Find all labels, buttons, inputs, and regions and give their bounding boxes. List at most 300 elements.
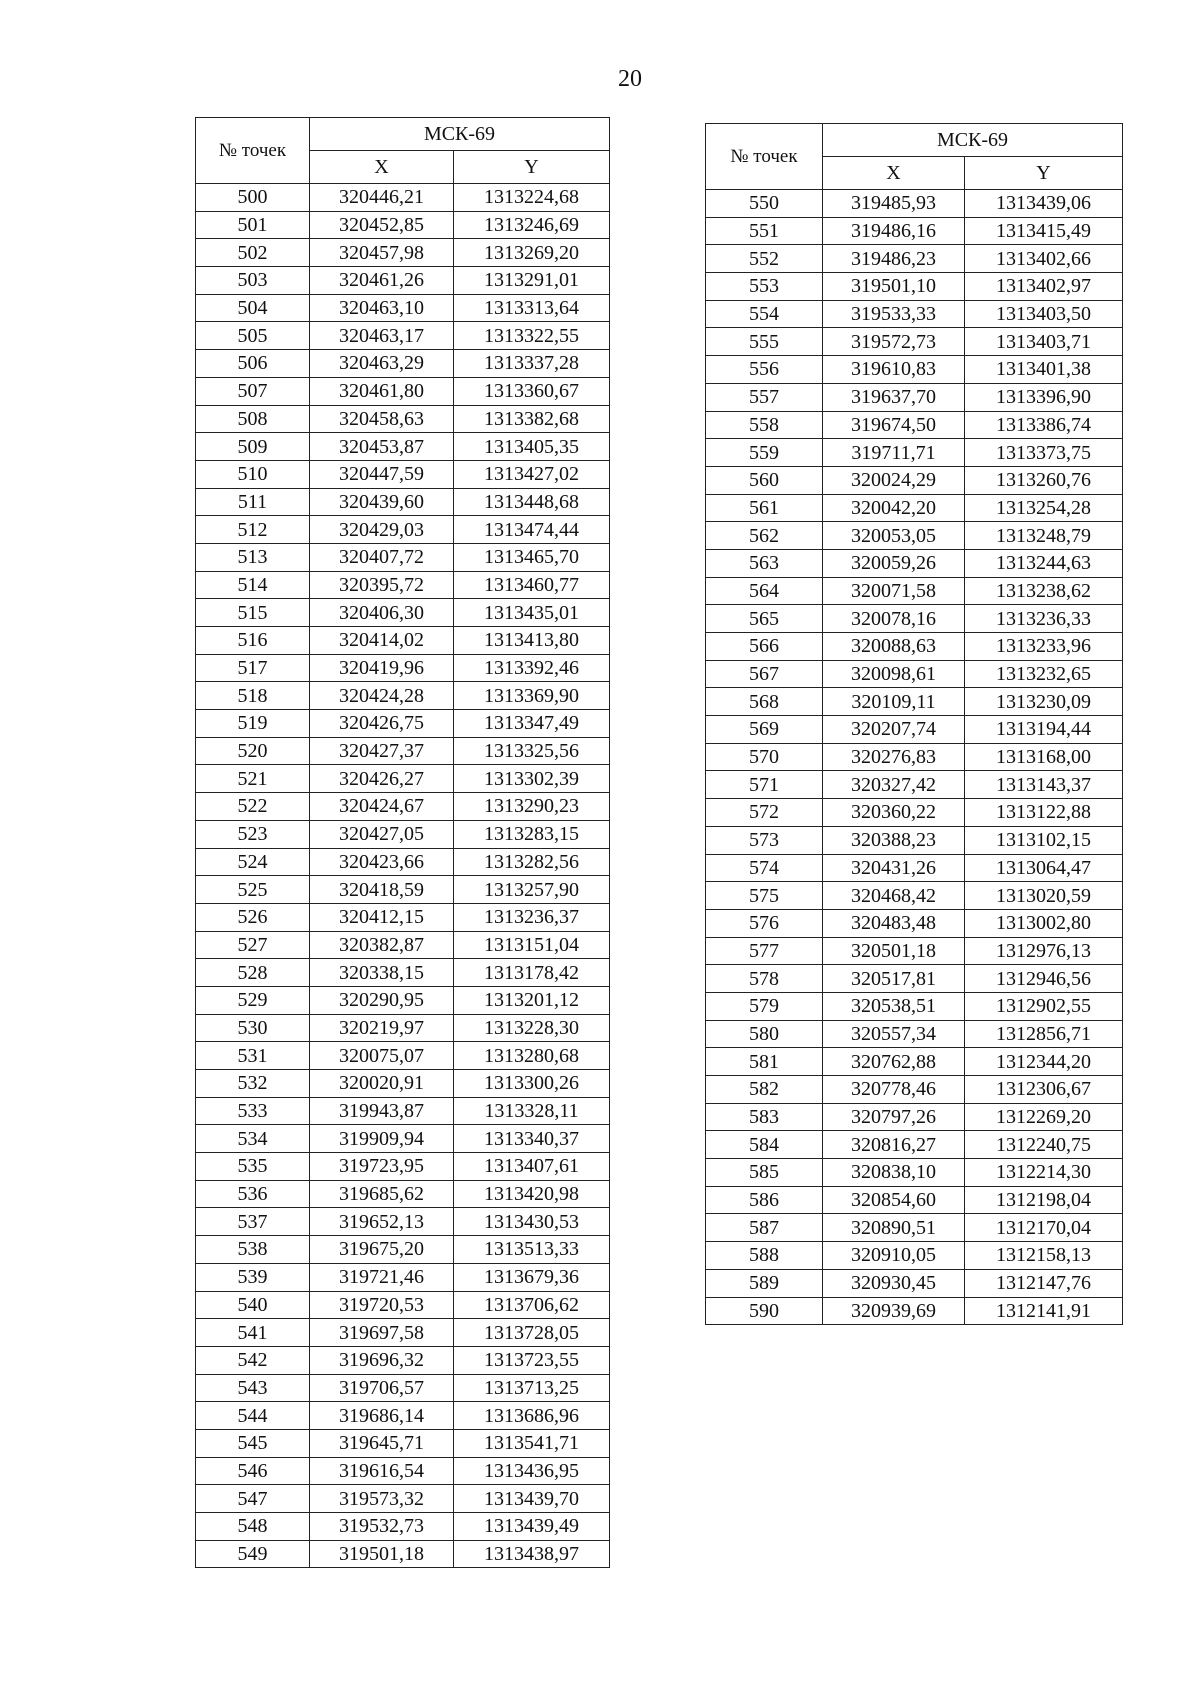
y-coordinate-cell: 1313201,12 xyxy=(454,986,610,1014)
point-number-cell: 534 xyxy=(196,1125,310,1153)
table-row xyxy=(196,294,610,322)
y-coordinate-cell: 1313313,64 xyxy=(454,294,610,322)
point-number-cell: 515 xyxy=(196,599,310,627)
x-coordinate-cell: 320762,88 xyxy=(823,1048,965,1076)
point-number-cell: 566 xyxy=(706,633,823,661)
point-number-cell: 513 xyxy=(196,543,310,571)
x-coordinate-cell: 320327,42 xyxy=(823,771,965,799)
table-row xyxy=(196,239,610,267)
point-number-cell: 589 xyxy=(706,1269,823,1297)
table-row xyxy=(706,549,1123,577)
table-row xyxy=(196,959,610,987)
point-number-cell: 549 xyxy=(196,1540,310,1568)
x-coordinate-cell: 319485,93 xyxy=(823,190,965,218)
y-coordinate-cell: 1313386,74 xyxy=(965,411,1123,439)
table-row xyxy=(706,1242,1123,1270)
x-coordinate-cell: 320453,87 xyxy=(310,433,454,461)
table-row xyxy=(706,328,1123,356)
table-row xyxy=(196,1457,610,1485)
x-coordinate-cell: 320426,75 xyxy=(310,710,454,738)
point-number-cell: 571 xyxy=(706,771,823,799)
table-row xyxy=(706,273,1123,301)
table-row xyxy=(196,1402,610,1430)
x-coordinate-cell: 319532,73 xyxy=(310,1513,454,1541)
x-coordinate-cell: 320290,95 xyxy=(310,986,454,1014)
point-number-cell: 504 xyxy=(196,294,310,322)
x-coordinate-cell: 319645,71 xyxy=(310,1429,454,1457)
x-coordinate-cell: 319686,14 xyxy=(310,1402,454,1430)
x-coordinate-cell: 319486,16 xyxy=(823,217,965,245)
x-coordinate-cell: 320088,63 xyxy=(823,633,965,661)
table-row xyxy=(706,688,1123,716)
x-coordinate-cell: 320207,74 xyxy=(823,716,965,744)
y-coordinate-cell: 1313435,01 xyxy=(454,599,610,627)
y-coordinate-cell: 1313233,96 xyxy=(965,633,1123,661)
x-coordinate-cell: 319697,58 xyxy=(310,1319,454,1347)
table-row xyxy=(196,1208,610,1236)
point-number-cell: 502 xyxy=(196,239,310,267)
table-row xyxy=(706,937,1123,965)
point-number-header: № точек xyxy=(196,118,310,184)
x-coordinate-cell: 319721,46 xyxy=(310,1263,454,1291)
x-coordinate-cell: 319723,95 xyxy=(310,1153,454,1181)
table-row xyxy=(706,245,1123,273)
y-coordinate-cell: 1312856,71 xyxy=(965,1020,1123,1048)
point-number-cell: 509 xyxy=(196,433,310,461)
point-number-cell: 520 xyxy=(196,737,310,765)
table-row xyxy=(196,1042,610,1070)
y-coordinate-cell: 1313228,30 xyxy=(454,1014,610,1042)
y-coordinate-cell: 1313102,15 xyxy=(965,826,1123,854)
table-row xyxy=(196,460,610,488)
point-number-cell: 522 xyxy=(196,793,310,821)
point-number-cell: 517 xyxy=(196,654,310,682)
y-coordinate-cell: 1313373,75 xyxy=(965,439,1123,467)
table-row xyxy=(196,211,610,239)
x-coordinate-cell: 320427,37 xyxy=(310,737,454,765)
y-coordinate-cell: 1313340,37 xyxy=(454,1125,610,1153)
table-row xyxy=(706,577,1123,605)
x-coordinate-cell: 319573,32 xyxy=(310,1485,454,1513)
point-number-cell: 506 xyxy=(196,350,310,378)
y-coordinate-cell: 1313415,49 xyxy=(965,217,1123,245)
table-row xyxy=(196,986,610,1014)
y-coordinate-cell: 1313122,88 xyxy=(965,799,1123,827)
point-number-cell: 588 xyxy=(706,1242,823,1270)
x-coordinate-cell: 320053,05 xyxy=(823,522,965,550)
y-coordinate-cell: 1313402,66 xyxy=(965,245,1123,273)
y-coordinate-cell: 1313248,79 xyxy=(965,522,1123,550)
point-number-cell: 512 xyxy=(196,516,310,544)
point-number-cell: 570 xyxy=(706,743,823,771)
y-coordinate-cell: 1313728,05 xyxy=(454,1319,610,1347)
table-row xyxy=(706,494,1123,522)
point-number-cell: 556 xyxy=(706,356,823,384)
x-coordinate-cell: 320219,97 xyxy=(310,1014,454,1042)
point-number-cell: 548 xyxy=(196,1513,310,1541)
x-coordinate-cell: 320538,51 xyxy=(823,992,965,1020)
x-coordinate-cell: 320429,03 xyxy=(310,516,454,544)
table-row xyxy=(706,633,1123,661)
x-coordinate-cell: 319572,73 xyxy=(823,328,965,356)
x-coordinate-cell: 319706,57 xyxy=(310,1374,454,1402)
table-row xyxy=(706,217,1123,245)
table-row xyxy=(706,411,1123,439)
point-number-cell: 553 xyxy=(706,273,823,301)
y-coordinate-cell: 1313439,49 xyxy=(454,1513,610,1541)
table-body-right xyxy=(706,190,1123,1325)
table-row xyxy=(196,488,610,516)
table-row xyxy=(196,377,610,405)
table-row xyxy=(706,1131,1123,1159)
x-coordinate-cell: 320457,98 xyxy=(310,239,454,267)
y-coordinate-cell: 1313236,37 xyxy=(454,903,610,931)
x-coordinate-cell: 320020,91 xyxy=(310,1070,454,1098)
y-coordinate-cell: 1313002,80 xyxy=(965,909,1123,937)
y-coordinate-cell: 1313337,28 xyxy=(454,350,610,378)
y-column-header: Y xyxy=(965,157,1123,190)
table-row xyxy=(706,300,1123,328)
table-row xyxy=(706,1048,1123,1076)
point-number-cell: 557 xyxy=(706,383,823,411)
table-row xyxy=(196,654,610,682)
x-coordinate-cell: 320098,61 xyxy=(823,660,965,688)
point-number-cell: 501 xyxy=(196,211,310,239)
table-row xyxy=(706,799,1123,827)
x-coordinate-cell: 320024,29 xyxy=(823,466,965,494)
y-coordinate-cell: 1313413,80 xyxy=(454,627,610,655)
x-coordinate-cell: 319533,33 xyxy=(823,300,965,328)
point-number-cell: 518 xyxy=(196,682,310,710)
table-row xyxy=(196,1097,610,1125)
y-coordinate-cell: 1313238,62 xyxy=(965,577,1123,605)
x-coordinate-cell: 320059,26 xyxy=(823,549,965,577)
point-number-cell: 514 xyxy=(196,571,310,599)
x-coordinate-cell: 320407,72 xyxy=(310,543,454,571)
table-row xyxy=(196,765,610,793)
y-coordinate-cell: 1312946,56 xyxy=(965,965,1123,993)
table-body-left xyxy=(196,184,610,1568)
y-coordinate-cell: 1313401,38 xyxy=(965,356,1123,384)
point-number-cell: 574 xyxy=(706,854,823,882)
y-coordinate-cell: 1313541,71 xyxy=(454,1429,610,1457)
point-number-cell: 558 xyxy=(706,411,823,439)
table-row xyxy=(196,516,610,544)
point-number-cell: 585 xyxy=(706,1159,823,1187)
point-number-cell: 524 xyxy=(196,848,310,876)
table-row xyxy=(706,854,1123,882)
point-number-cell: 545 xyxy=(196,1429,310,1457)
x-coordinate-cell: 320517,81 xyxy=(823,965,965,993)
x-coordinate-cell: 320463,10 xyxy=(310,294,454,322)
x-coordinate-cell: 319909,94 xyxy=(310,1125,454,1153)
table-row xyxy=(706,522,1123,550)
point-number-cell: 511 xyxy=(196,488,310,516)
point-number-cell: 552 xyxy=(706,245,823,273)
y-coordinate-cell: 1312344,20 xyxy=(965,1048,1123,1076)
point-number-cell: 581 xyxy=(706,1048,823,1076)
point-number-cell: 503 xyxy=(196,267,310,295)
y-coordinate-cell: 1313474,44 xyxy=(454,516,610,544)
x-coordinate-cell: 319685,62 xyxy=(310,1180,454,1208)
table-row xyxy=(196,433,610,461)
table-row xyxy=(706,882,1123,910)
x-coordinate-cell: 320452,85 xyxy=(310,211,454,239)
table-row xyxy=(196,1236,610,1264)
point-number-cell: 541 xyxy=(196,1319,310,1347)
y-coordinate-cell: 1313430,53 xyxy=(454,1208,610,1236)
point-number-cell: 544 xyxy=(196,1402,310,1430)
point-number-cell: 526 xyxy=(196,903,310,931)
y-coordinate-cell: 1313260,76 xyxy=(965,466,1123,494)
point-number-cell: 519 xyxy=(196,710,310,738)
table-row xyxy=(196,1540,610,1568)
y-coordinate-cell: 1313280,68 xyxy=(454,1042,610,1070)
point-number-cell: 543 xyxy=(196,1374,310,1402)
y-coordinate-cell: 1313360,67 xyxy=(454,377,610,405)
point-number-cell: 562 xyxy=(706,522,823,550)
y-coordinate-cell: 1312147,76 xyxy=(965,1269,1123,1297)
x-coordinate-cell: 320463,17 xyxy=(310,322,454,350)
x-coordinate-cell: 319637,70 xyxy=(823,383,965,411)
y-coordinate-cell: 1313269,20 xyxy=(454,239,610,267)
table-row xyxy=(706,1186,1123,1214)
table-row xyxy=(706,356,1123,384)
table-row xyxy=(706,1103,1123,1131)
y-coordinate-cell: 1313439,06 xyxy=(965,190,1123,218)
x-coordinate-cell: 320388,23 xyxy=(823,826,965,854)
y-coordinate-cell: 1313369,90 xyxy=(454,682,610,710)
table-row xyxy=(196,267,610,295)
table-row xyxy=(706,826,1123,854)
point-number-cell: 540 xyxy=(196,1291,310,1319)
x-coordinate-cell: 320447,59 xyxy=(310,460,454,488)
y-coordinate-cell: 1312170,04 xyxy=(965,1214,1123,1242)
point-number-cell: 575 xyxy=(706,882,823,910)
x-coordinate-cell: 319720,53 xyxy=(310,1291,454,1319)
point-number-cell: 536 xyxy=(196,1180,310,1208)
y-coordinate-cell: 1313232,65 xyxy=(965,660,1123,688)
table-row xyxy=(196,1485,610,1513)
point-number-cell: 567 xyxy=(706,660,823,688)
y-coordinate-cell: 1313020,59 xyxy=(965,882,1123,910)
x-coordinate-cell: 319501,10 xyxy=(823,273,965,301)
y-coordinate-cell: 1312198,04 xyxy=(965,1186,1123,1214)
point-number-cell: 572 xyxy=(706,799,823,827)
x-coordinate-cell: 320276,83 xyxy=(823,743,965,771)
point-number-cell: 584 xyxy=(706,1131,823,1159)
point-number-cell: 500 xyxy=(196,184,310,212)
point-number-cell: 538 xyxy=(196,1236,310,1264)
x-coordinate-cell: 320463,29 xyxy=(310,350,454,378)
y-coordinate-cell: 1313291,01 xyxy=(454,267,610,295)
x-coordinate-cell: 320778,46 xyxy=(823,1076,965,1104)
table-row xyxy=(196,1429,610,1457)
y-coordinate-cell: 1313713,25 xyxy=(454,1374,610,1402)
y-coordinate-cell: 1313064,47 xyxy=(965,854,1123,882)
point-number-cell: 554 xyxy=(706,300,823,328)
table-row xyxy=(196,710,610,738)
y-column-header: Y xyxy=(454,151,610,184)
table-row xyxy=(706,992,1123,1020)
table-row xyxy=(706,743,1123,771)
point-number-cell: 568 xyxy=(706,688,823,716)
point-number-cell: 587 xyxy=(706,1214,823,1242)
point-number-cell: 528 xyxy=(196,959,310,987)
y-coordinate-cell: 1313438,97 xyxy=(454,1540,610,1568)
y-coordinate-cell: 1313407,61 xyxy=(454,1153,610,1181)
table-row xyxy=(196,1346,610,1374)
table-row xyxy=(196,322,610,350)
point-number-cell: 551 xyxy=(706,217,823,245)
table-row xyxy=(196,793,610,821)
table-row xyxy=(706,1159,1123,1187)
y-coordinate-cell: 1312158,13 xyxy=(965,1242,1123,1270)
x-coordinate-cell: 320854,60 xyxy=(823,1186,965,1214)
y-coordinate-cell: 1313283,15 xyxy=(454,820,610,848)
y-coordinate-cell: 1313302,39 xyxy=(454,765,610,793)
x-coordinate-cell: 320461,26 xyxy=(310,267,454,295)
table-row xyxy=(196,571,610,599)
y-coordinate-cell: 1312902,55 xyxy=(965,992,1123,1020)
y-coordinate-cell: 1313322,55 xyxy=(454,322,610,350)
y-coordinate-cell: 1312141,91 xyxy=(965,1297,1123,1325)
x-coordinate-cell: 320418,59 xyxy=(310,876,454,904)
table-row xyxy=(706,466,1123,494)
table-row xyxy=(196,820,610,848)
point-number-cell: 527 xyxy=(196,931,310,959)
table-row xyxy=(196,1153,610,1181)
coordinates-table-left xyxy=(195,117,610,1568)
point-number-cell: 586 xyxy=(706,1186,823,1214)
table-row xyxy=(706,1269,1123,1297)
y-coordinate-cell: 1312976,13 xyxy=(965,937,1123,965)
y-coordinate-cell: 1313290,23 xyxy=(454,793,610,821)
x-coordinate-cell: 320075,07 xyxy=(310,1042,454,1070)
x-coordinate-cell: 320461,80 xyxy=(310,377,454,405)
x-coordinate-cell: 320395,72 xyxy=(310,571,454,599)
table-row xyxy=(196,1263,610,1291)
table-row xyxy=(196,1070,610,1098)
point-number-cell: 521 xyxy=(196,765,310,793)
point-number-cell: 510 xyxy=(196,460,310,488)
point-number-cell: 529 xyxy=(196,986,310,1014)
coordinate-system-header: МСК-69 xyxy=(310,118,610,151)
point-number-cell: 508 xyxy=(196,405,310,433)
table-row xyxy=(706,1214,1123,1242)
x-coordinate-cell: 320468,42 xyxy=(823,882,965,910)
point-number-cell: 583 xyxy=(706,1103,823,1131)
y-coordinate-cell: 1313436,95 xyxy=(454,1457,610,1485)
table-row xyxy=(196,1014,610,1042)
x-coordinate-cell: 319943,87 xyxy=(310,1097,454,1125)
x-coordinate-cell: 320426,27 xyxy=(310,765,454,793)
x-coordinate-cell: 319501,18 xyxy=(310,1540,454,1568)
point-number-cell: 533 xyxy=(196,1097,310,1125)
y-coordinate-cell: 1312240,75 xyxy=(965,1131,1123,1159)
x-coordinate-cell: 320446,21 xyxy=(310,184,454,212)
y-coordinate-cell: 1313420,98 xyxy=(454,1180,610,1208)
point-number-cell: 546 xyxy=(196,1457,310,1485)
y-coordinate-cell: 1313402,97 xyxy=(965,273,1123,301)
x-coordinate-cell: 320930,45 xyxy=(823,1269,965,1297)
y-coordinate-cell: 1312214,30 xyxy=(965,1159,1123,1187)
point-number-cell: 576 xyxy=(706,909,823,937)
y-coordinate-cell: 1313513,33 xyxy=(454,1236,610,1264)
y-coordinate-cell: 1313723,55 xyxy=(454,1346,610,1374)
y-coordinate-cell: 1313143,37 xyxy=(965,771,1123,799)
x-coordinate-cell: 320360,22 xyxy=(823,799,965,827)
point-number-cell: 569 xyxy=(706,716,823,744)
point-number-cell: 555 xyxy=(706,328,823,356)
table-row xyxy=(706,660,1123,688)
table-row xyxy=(706,1297,1123,1325)
table-row xyxy=(196,682,610,710)
table-row xyxy=(196,848,610,876)
table-row xyxy=(196,876,610,904)
point-number-cell: 530 xyxy=(196,1014,310,1042)
y-coordinate-cell: 1313257,90 xyxy=(454,876,610,904)
point-number-cell: 577 xyxy=(706,937,823,965)
table-row xyxy=(196,405,610,433)
x-column-header: X xyxy=(310,151,454,184)
y-coordinate-cell: 1313236,33 xyxy=(965,605,1123,633)
y-coordinate-cell: 1313282,56 xyxy=(454,848,610,876)
x-coordinate-cell: 320439,60 xyxy=(310,488,454,516)
point-number-cell: 547 xyxy=(196,1485,310,1513)
y-coordinate-cell: 1313405,35 xyxy=(454,433,610,461)
y-coordinate-cell: 1313427,02 xyxy=(454,460,610,488)
y-coordinate-cell: 1313328,11 xyxy=(454,1097,610,1125)
x-coordinate-cell: 319674,50 xyxy=(823,411,965,439)
x-coordinate-cell: 320412,15 xyxy=(310,903,454,931)
y-coordinate-cell: 1313439,70 xyxy=(454,1485,610,1513)
y-coordinate-cell: 1313244,63 xyxy=(965,549,1123,577)
y-coordinate-cell: 1313230,09 xyxy=(965,688,1123,716)
table-row xyxy=(196,1513,610,1541)
x-coordinate-cell: 320797,26 xyxy=(823,1103,965,1131)
y-coordinate-cell: 1313403,71 xyxy=(965,328,1123,356)
table-row xyxy=(196,1374,610,1402)
y-coordinate-cell: 1313679,36 xyxy=(454,1263,610,1291)
x-coordinate-cell: 320078,16 xyxy=(823,605,965,633)
table-row xyxy=(706,716,1123,744)
y-coordinate-cell: 1313325,56 xyxy=(454,737,610,765)
x-coordinate-cell: 320424,67 xyxy=(310,793,454,821)
point-number-cell: 532 xyxy=(196,1070,310,1098)
x-coordinate-cell: 320458,63 xyxy=(310,405,454,433)
table-row xyxy=(196,543,610,571)
table-row xyxy=(706,965,1123,993)
table-row xyxy=(196,1180,610,1208)
x-coordinate-cell: 319616,54 xyxy=(310,1457,454,1485)
table-row xyxy=(706,771,1123,799)
point-number-cell: 561 xyxy=(706,494,823,522)
point-number-cell: 535 xyxy=(196,1153,310,1181)
y-coordinate-cell: 1313254,28 xyxy=(965,494,1123,522)
table-row xyxy=(196,903,610,931)
x-coordinate-cell: 320338,15 xyxy=(310,959,454,987)
point-number-cell: 578 xyxy=(706,965,823,993)
y-coordinate-cell: 1313246,69 xyxy=(454,211,610,239)
table-row xyxy=(706,439,1123,467)
y-coordinate-cell: 1313465,70 xyxy=(454,543,610,571)
table-row xyxy=(706,1020,1123,1048)
table-row xyxy=(196,737,610,765)
point-number-header: № точек xyxy=(706,124,823,190)
point-number-cell: 573 xyxy=(706,826,823,854)
table-row xyxy=(706,190,1123,218)
